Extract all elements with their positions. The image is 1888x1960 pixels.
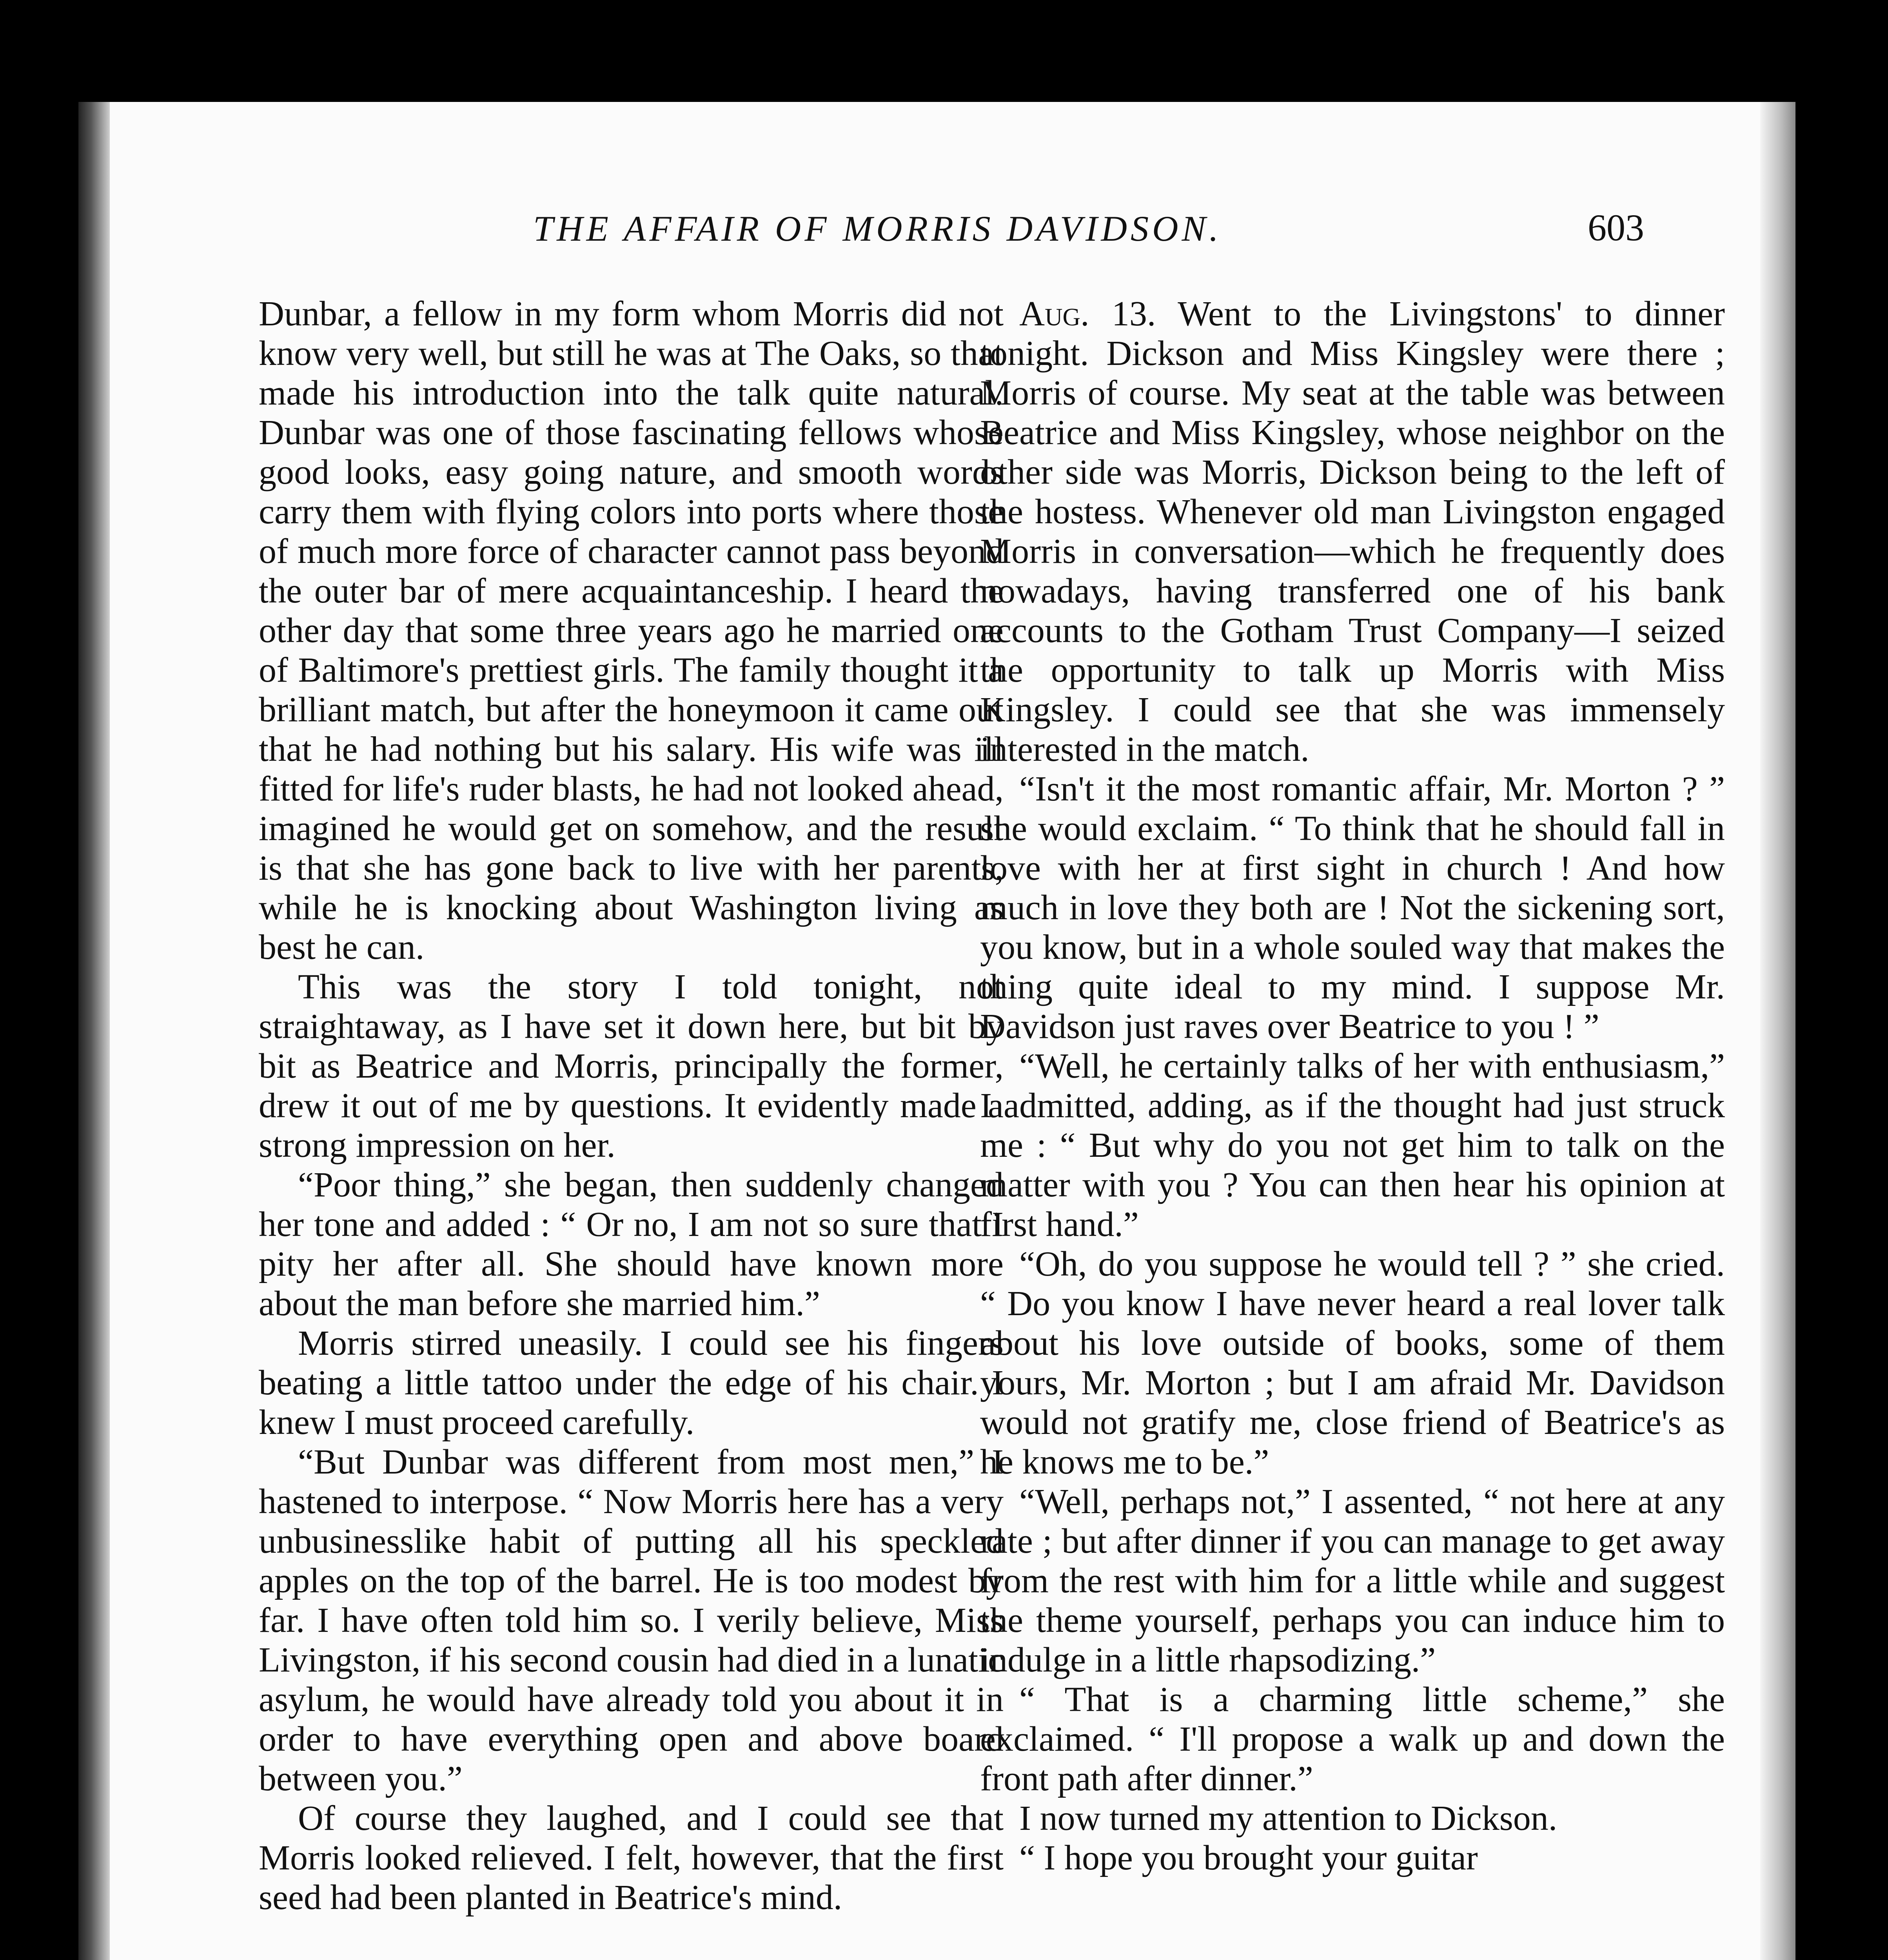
left-paragraph-4: Morris stirred uneasily. I could see his fingers beating a little tattoo under the edge of his chair. I knew I must proceed carefully. xyxy=(259,1324,1004,1442)
right-paragraph-1-text: Went to the Livingstons' to dinner tonight. Dickson and Miss Kingsley were there ; Morris of course. My seat at the table was between Beatrice and Miss Kingsley, whose neighbor on the other side was Morris, Dickson being to the left of the hostess. Whenever old man Livingston engaged Morris in conversation—which he frequently does nowadays, having transferred one of his bank accounts to the Gotham Trust Company—I seized the opportunity to talk up Morris with Miss Kingsley. I could see that she was immensely interested in the match. xyxy=(980,294,1725,769)
page-edge-stack xyxy=(1760,102,1795,1960)
scanned-page xyxy=(78,102,1795,1960)
left-paragraph-1: Dunbar, a fellow in my form whom Morris did not know very well, but still he was at The Oaks, so that made his introduction into the talk quite natural. Dunbar was one of those fascinating fellows whose good looks, easy going nature, and smooth words carry them with flying colors into ports where those of much more force of character cannot pass beyond the outer bar of mere acquaintanceship. I heard the other day that some three years ago he married one of Baltimore's prettiest girls. The family thought it a brilliant match, but after the honeymoon it came out that he had nothing but his salary. His wife was ill fitted for life's ruder blasts, he had not looked ahead, imagined he would get on somehow, and the result is that she has gone back to live with her parents, while he is knocking about Washington living as best he can. xyxy=(259,294,1004,967)
right-paragraph-1 xyxy=(980,294,1725,769)
page-binding-shadow xyxy=(78,102,110,1960)
left-paragraph-5: “But Dunbar was different from most men,” I hastened to interpose. “ Now Morris here has a very unbusinesslike habit of putting all his speckled apples on the top of the barrel. He is too modest by far. I have often told him so. I verily believe, Miss Livingston, if his second cousin had died in a lunatic asylum, he would have already told you about it in order to have everything open and above board between you.” xyxy=(259,1443,1004,1798)
right-paragraph-2: “Isn't it the most romantic affair, Mr. Morton ? ” she would exclaim. “ To think that he should fall in love with her at first sight in church ! And how much in love they both are ! Not the sickening sort, you know, but in a whole souled way that makes the thing quite ideal to my mind. I suppose Mr. Davidson just raves over Beatrice to you ! ” xyxy=(980,769,1725,1046)
right-paragraph-6: “ That is a charming little scheme,” she exclaimed. “ I'll propose a walk up and down the front path after dinner.” xyxy=(980,1680,1725,1798)
right-paragraph-5: “Well, perhaps not,” I assented, “ not here at any rate ; but after dinner if you can manage to get away from the rest with him for a little while and suggest the theme yourself, perhaps you can induce him to indulge in a little rhapsodizing.” xyxy=(980,1482,1725,1679)
left-paragraph-6: Of course they laughed, and I could see that Morris looked relieved. I felt, however, that the first seed had been planted in Beatrice's mind. xyxy=(259,1799,1004,1917)
right-paragraph-7: I now turned my attention to Dickson. xyxy=(1019,1799,1558,1838)
left-paragraph-2: This was the story I told tonight, not straightaway, as I have set it down here, but bit by bit as Beatrice and Morris, principally the former, drew it out of me by questions. It evidently made a strong impression on her. xyxy=(259,967,1004,1165)
page-number: 603 xyxy=(1588,207,1644,249)
left-paragraph-3: “Poor thing,” she began, then suddenly changed her tone and added : “ Or no, I am not so sure that I pity her after all. She should have known more about the man before she married him.” xyxy=(259,1165,1004,1323)
left-column xyxy=(259,294,1004,1917)
right-paragraph-8: “ I hope you brought your guitar xyxy=(1019,1838,1478,1877)
right-column xyxy=(980,294,1725,1878)
diary-date-label: Aug. 13. xyxy=(1019,294,1156,333)
running-title: THE AFFAIR OF MORRIS DAVIDSON. xyxy=(533,209,1222,249)
right-paragraph-3: “Well, he certainly talks of her with enthusiasm,” I admitted, adding, as if the thought had just struck me : “ But why do you not get him to talk on the matter with you ? You can then hear his opinion at first hand.” xyxy=(980,1047,1725,1244)
right-paragraph-4: “Oh, do you suppose he would tell ? ” she cried. “ Do you know I have never heard a real lover talk about his love outside of books, some of them yours, Mr. Morton ; but I am afraid Mr. Davidson would not gratify me, close friend of Beatrice's as he knows me to be.” xyxy=(980,1245,1725,1481)
